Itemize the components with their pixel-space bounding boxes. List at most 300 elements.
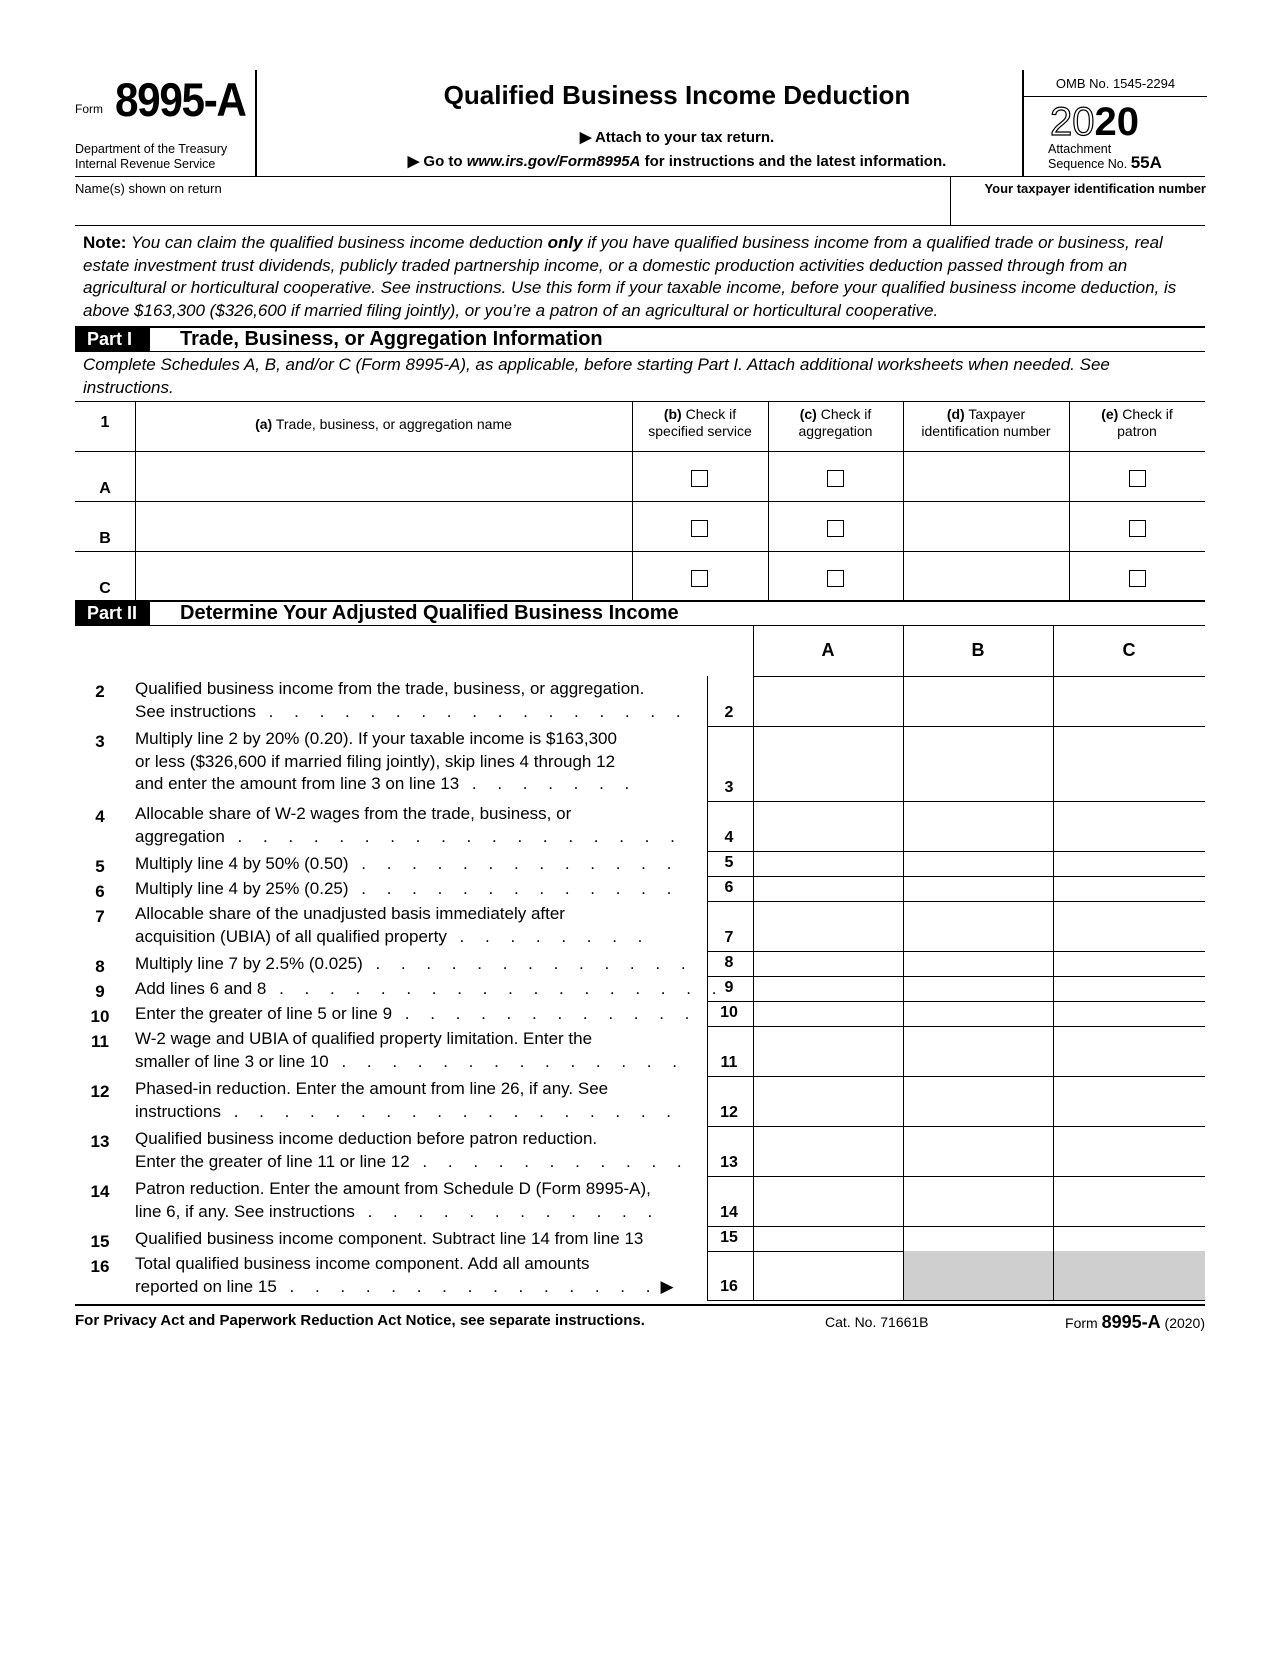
leader-dots: . . . . . . . . . . . . bbox=[392, 1004, 698, 1023]
footer-year: (2020) bbox=[1160, 1315, 1205, 1331]
taxpayer-id-input-c[interactable] bbox=[904, 553, 1069, 600]
attachment-label: Attachment bbox=[1048, 142, 1112, 156]
description-text: and enter the amount from line 3 on line 13 bbox=[135, 774, 460, 793]
description-text: smaller of line 3 or line 10 bbox=[135, 1051, 329, 1071]
box-divider bbox=[707, 951, 708, 976]
description-line bbox=[135, 728, 685, 751]
description-text: Qualified business income from the trade, business, or aggregation. bbox=[135, 679, 645, 698]
department-line2: Internal Revenue Service bbox=[75, 157, 216, 171]
description-text: Multiply line 2 by 20% (0.20). If your taxable income is $163,300 bbox=[135, 729, 617, 748]
description-line bbox=[135, 1151, 690, 1174]
line-4-column-b-input[interactable] bbox=[904, 802, 1053, 851]
col-c-label-2: aggregation bbox=[798, 423, 873, 439]
column-divider bbox=[1053, 726, 1054, 801]
goto-suffix: for instructions and the latest information. bbox=[640, 153, 947, 170]
column-divider bbox=[1053, 1226, 1054, 1251]
omb-number: OMB No. 1545-2294 bbox=[1024, 76, 1207, 97]
leader-dots: . . . . . . . . . . . bbox=[409, 1151, 690, 1171]
line-10-column-b-input[interactable] bbox=[904, 1002, 1053, 1026]
description-line bbox=[135, 926, 685, 949]
line-description bbox=[135, 1228, 685, 1251]
description-text: W-2 wage and UBIA of qualified property limitation. Enter the bbox=[135, 1029, 593, 1048]
part2-tag: Part II bbox=[75, 602, 150, 625]
column-divider bbox=[1053, 676, 1054, 726]
title-block bbox=[257, 70, 1097, 176]
note-only: only bbox=[547, 233, 583, 252]
footer-form-word: Form bbox=[1065, 1315, 1102, 1331]
column-divider bbox=[1053, 1251, 1054, 1300]
column-divider bbox=[1053, 1076, 1054, 1126]
form-word: Form bbox=[75, 102, 103, 116]
line-description bbox=[135, 1003, 698, 1026]
sequence-number: 55A bbox=[1130, 153, 1162, 172]
leader-dots: . . . . . . . bbox=[459, 774, 638, 793]
form-footer bbox=[75, 1304, 1205, 1336]
taxpayer-id-input-b[interactable] bbox=[904, 503, 1069, 551]
line-box-number: 2 bbox=[724, 704, 734, 721]
footer-form-number: 8995-A bbox=[1101, 1312, 1161, 1332]
column-divider bbox=[1053, 1026, 1054, 1076]
form-page bbox=[75, 70, 1205, 1336]
line-number: 4 bbox=[95, 807, 105, 826]
line-number: 13 bbox=[90, 1132, 110, 1151]
line-9-column-a-input[interactable] bbox=[754, 977, 903, 1001]
line-13-column-b-input[interactable] bbox=[904, 1127, 1053, 1176]
line-9-column-c-input[interactable] bbox=[1054, 977, 1205, 1001]
line-description bbox=[135, 1078, 685, 1123]
leader-dots: . . . . . . . . . . . . . . . . . . bbox=[266, 979, 725, 998]
form-title: Qualified Business Income Deduction bbox=[443, 80, 911, 110]
col-b-label-2: specified service bbox=[648, 423, 752, 439]
goto-instruction bbox=[257, 152, 1097, 170]
line-7-column-c-input[interactable] bbox=[1054, 902, 1205, 951]
description-text: reported on line 15 bbox=[135, 1276, 277, 1296]
column-divider bbox=[903, 851, 904, 876]
aggregation-checkbox-a[interactable] bbox=[827, 470, 844, 487]
row-label-c: C bbox=[99, 580, 111, 597]
line-11-column-c-input[interactable] bbox=[1054, 1027, 1205, 1076]
leader-dots: . . . . . . . . . . . . bbox=[354, 1201, 661, 1221]
line-3-column-a-input[interactable] bbox=[754, 727, 903, 801]
patron-checkbox-a[interactable] bbox=[1129, 470, 1146, 487]
part2-header bbox=[75, 601, 1205, 626]
form-header bbox=[75, 70, 1205, 176]
leader-dots: . . . . . . . . . . . . . bbox=[348, 879, 680, 898]
description-text: Patron reduction. Enter the amount from Schedule D (Form 8995-A), bbox=[135, 1179, 651, 1198]
specified-service-checkbox-c[interactable] bbox=[691, 570, 708, 587]
attachment-sequence bbox=[1048, 142, 1162, 171]
trade-name-input-c[interactable] bbox=[136, 553, 632, 600]
description-text: Allocable share of the unadjusted basis immediately after bbox=[135, 904, 565, 923]
line-box-number: 13 bbox=[720, 1154, 738, 1171]
column-divider bbox=[1053, 951, 1054, 976]
irs-link[interactable]: www.irs.gov/Form8995A bbox=[466, 153, 641, 170]
column-divider bbox=[1053, 976, 1054, 1001]
part1-title: Trade, Business, or Aggregation Information bbox=[180, 328, 603, 350]
omb-block bbox=[1022, 70, 1207, 176]
line-9-column-b-input[interactable] bbox=[904, 977, 1053, 1001]
description-text: Qualified business income deduction before patron reduction. bbox=[135, 1129, 598, 1148]
box-divider bbox=[707, 876, 708, 901]
line-number: 14 bbox=[90, 1182, 110, 1201]
line-description bbox=[135, 1128, 690, 1173]
line-number: 9 bbox=[95, 982, 105, 1001]
line-number: 15 bbox=[90, 1232, 110, 1251]
line-13-column-c-input[interactable] bbox=[1054, 1127, 1205, 1176]
patron-checkbox-b[interactable] bbox=[1129, 520, 1146, 537]
column-divider bbox=[1053, 851, 1054, 876]
description-text: Enter the greater of line 5 or line 9 bbox=[135, 1004, 393, 1023]
description-text: Total qualified business income component. Add all amounts bbox=[135, 1254, 590, 1273]
line-number: 10 bbox=[90, 1007, 110, 1026]
line-2-column-b-input[interactable] bbox=[904, 677, 1053, 726]
line-8-column-a-input[interactable] bbox=[754, 952, 903, 976]
line-box-number: 16 bbox=[720, 1278, 738, 1295]
line-15-column-c-input[interactable] bbox=[1054, 1227, 1205, 1251]
line-4-column-a-input[interactable] bbox=[754, 802, 903, 851]
line-7-column-b-input[interactable] bbox=[904, 902, 1053, 951]
aggregation-checkbox-b[interactable] bbox=[827, 520, 844, 537]
line-box-number: 11 bbox=[720, 1054, 738, 1071]
description-line bbox=[135, 953, 694, 976]
description-line bbox=[135, 678, 685, 701]
description-text: acquisition (UBIA) of all qualified property bbox=[135, 926, 447, 946]
line-description bbox=[135, 1028, 685, 1073]
patron-checkbox-c[interactable] bbox=[1129, 570, 1146, 587]
line-description bbox=[135, 803, 685, 848]
column-divider bbox=[903, 1076, 904, 1126]
description-text: Add lines 6 and 8 bbox=[135, 979, 267, 998]
row-rule bbox=[707, 1300, 1205, 1301]
column-divider bbox=[753, 1001, 754, 1026]
row-label-a: A bbox=[99, 480, 111, 497]
arrow-icon: ▶ bbox=[660, 1276, 674, 1296]
description-line bbox=[135, 1178, 685, 1201]
line-box-number: 5 bbox=[724, 854, 734, 871]
col-a-label: Trade, business, or aggregation name bbox=[272, 416, 512, 432]
note-text-b: if you have qualified business income from a qualified trade or business, real estate investment trust dividends, publicly traded partnership income, or a domestic production activities deduction passed through from an agricultural or horticultural cooperative. See instructions. Use this form if your taxable income, before your qualified business income deduction, is above $163,300 ($326,600 if married filing jointly), or you’re a patron of an agricultural or horticultural cooperative. bbox=[83, 233, 1177, 320]
tin-field[interactable] bbox=[950, 177, 1206, 225]
col-c-letter: (c) bbox=[799, 406, 817, 422]
column-divider bbox=[903, 801, 904, 851]
trade-name-input-a[interactable] bbox=[136, 453, 632, 501]
column-divider bbox=[753, 1076, 754, 1126]
leader-dots: . . . . . . . . . . . . . . . . . bbox=[255, 701, 689, 721]
description-text: Multiply line 7 by 2.5% (0.025) bbox=[135, 954, 363, 973]
leader-dots: . . . . . . . . . . . . . bbox=[348, 854, 680, 873]
column-divider bbox=[903, 876, 904, 901]
column-divider bbox=[753, 1026, 754, 1076]
specified-service-checkbox-a[interactable] bbox=[691, 470, 708, 487]
form-id-block bbox=[75, 70, 257, 176]
line-number: 7 bbox=[95, 907, 105, 926]
description-text: instructions bbox=[135, 1101, 221, 1121]
description-text: See instructions bbox=[135, 701, 256, 721]
column-divider bbox=[753, 851, 754, 876]
col-b-letter: (b) bbox=[663, 406, 682, 422]
column-divider bbox=[903, 1001, 904, 1026]
box-divider bbox=[707, 976, 708, 1001]
description-line bbox=[135, 803, 685, 826]
line-description bbox=[135, 678, 689, 723]
col-e-letter: (e) bbox=[1101, 406, 1119, 422]
leader-dots: . . . . . . . . . . . . . . . . . . bbox=[220, 1101, 680, 1121]
line-description bbox=[135, 1178, 685, 1223]
description-text: Multiply line 4 by 50% (0.50) bbox=[135, 854, 349, 873]
description-line bbox=[135, 878, 685, 901]
column-divider bbox=[753, 626, 754, 676]
line-description bbox=[135, 953, 694, 976]
description-line bbox=[135, 1101, 685, 1124]
column-divider bbox=[753, 1126, 754, 1176]
column-header-b: B bbox=[971, 640, 985, 660]
col-c-label-1: Check if bbox=[816, 406, 872, 422]
line-13-column-a-input[interactable] bbox=[754, 1127, 903, 1176]
description-line bbox=[135, 1228, 685, 1251]
note-label: Note: bbox=[83, 233, 127, 252]
column-divider bbox=[753, 1251, 754, 1300]
column-divider bbox=[903, 726, 904, 801]
description-line bbox=[135, 1201, 685, 1224]
line-box-number: 3 bbox=[724, 779, 734, 796]
column-divider bbox=[753, 976, 754, 1001]
col-c-header bbox=[768, 406, 903, 440]
col-d-label-2: identification number bbox=[921, 423, 1051, 439]
col-e-header bbox=[1069, 406, 1205, 440]
line-6-column-c-input[interactable] bbox=[1054, 877, 1205, 901]
form-number: 8995-A bbox=[115, 73, 246, 126]
attach-instruction: ▶ Attach to your tax return. bbox=[579, 129, 775, 146]
line-number: 16 bbox=[90, 1257, 110, 1276]
line-10-column-a-input[interactable] bbox=[754, 1002, 903, 1026]
line-number: 6 bbox=[95, 882, 105, 901]
column-divider bbox=[903, 1176, 904, 1226]
description-line bbox=[135, 1253, 685, 1276]
line-5-column-a-input[interactable] bbox=[754, 852, 903, 876]
description-line bbox=[135, 773, 685, 796]
column-divider bbox=[903, 676, 904, 726]
line-10-column-c-input[interactable] bbox=[1054, 1002, 1205, 1026]
description-line bbox=[135, 701, 689, 724]
line-15-column-b-input[interactable] bbox=[904, 1227, 1053, 1251]
box-divider bbox=[707, 676, 708, 726]
box-divider bbox=[707, 1026, 708, 1076]
line-description bbox=[135, 1253, 685, 1298]
description-line bbox=[135, 978, 725, 1001]
line-11-column-a-input[interactable] bbox=[754, 1027, 903, 1076]
line-12-column-c-input[interactable] bbox=[1054, 1077, 1205, 1126]
note-text-a: You can claim the qualified business income deduction bbox=[126, 233, 548, 252]
row-label-b: B bbox=[99, 530, 111, 547]
description-line bbox=[135, 1276, 685, 1299]
specified-service-checkbox-b[interactable] bbox=[691, 520, 708, 537]
line-number: 11 bbox=[91, 1032, 109, 1051]
box-divider bbox=[707, 1076, 708, 1126]
line-box-number: 9 bbox=[724, 979, 734, 996]
column-divider bbox=[753, 1176, 754, 1226]
line-box-number: 7 bbox=[724, 929, 734, 946]
leader-dots: . . . . . . . . . . . . . . . . . . bbox=[224, 826, 683, 846]
line-box-number: 8 bbox=[724, 954, 734, 971]
line-6-column-a-input[interactable] bbox=[754, 877, 903, 901]
column-divider bbox=[903, 626, 904, 676]
part2-title: Determine Your Adjusted Qualified Business Income bbox=[180, 602, 679, 624]
column-divider bbox=[753, 676, 754, 726]
line-14-column-a-input[interactable] bbox=[754, 1177, 903, 1226]
description-line bbox=[135, 853, 685, 876]
line-description bbox=[135, 853, 685, 876]
description-text: Multiply line 4 by 25% (0.25) bbox=[135, 879, 349, 898]
aggregation-checkbox-c[interactable] bbox=[827, 570, 844, 587]
line-2-column-a-input[interactable] bbox=[754, 677, 903, 726]
col-a-letter: (a) bbox=[255, 416, 273, 432]
box-divider bbox=[707, 1126, 708, 1176]
column-divider bbox=[753, 901, 754, 951]
description-text: or less ($326,600 if married filing jointly), skip lines 4 through 12 bbox=[135, 751, 616, 771]
line-4-column-c-input[interactable] bbox=[1054, 802, 1205, 851]
line-2-column-c-input[interactable] bbox=[1054, 677, 1205, 726]
column-divider bbox=[903, 1026, 904, 1076]
leader-dots: . . . . . . . . . . . . . bbox=[362, 954, 694, 973]
line-number: 2 bbox=[95, 682, 105, 701]
line-description bbox=[135, 878, 685, 901]
tin-label: Your taxpayer identification number bbox=[984, 181, 1206, 196]
line-8-column-b-input[interactable] bbox=[904, 952, 1053, 976]
line-15-column-a-input[interactable] bbox=[754, 1227, 903, 1251]
column-divider bbox=[753, 951, 754, 976]
line-5-column-c-input[interactable] bbox=[1054, 852, 1205, 876]
description-text: Allocable share of W-2 wages from the trade, business, or bbox=[135, 804, 572, 823]
description-text: aggregation bbox=[135, 826, 225, 846]
name-row bbox=[75, 176, 1205, 226]
column-divider bbox=[753, 876, 754, 901]
line-number: 8 bbox=[95, 957, 105, 976]
column-divider bbox=[903, 976, 904, 1001]
line-box-number: 6 bbox=[724, 879, 734, 896]
line-box-number: 14 bbox=[720, 1204, 738, 1221]
description-line bbox=[135, 1028, 685, 1051]
box-divider bbox=[707, 1226, 708, 1251]
line-box-number: 15 bbox=[720, 1229, 738, 1246]
col-b-label-1: Check if bbox=[681, 406, 737, 422]
column-header-c: C bbox=[1122, 640, 1136, 660]
line-number: 5 bbox=[95, 857, 105, 876]
column-divider bbox=[1053, 626, 1054, 676]
line-7-column-a-input[interactable] bbox=[754, 902, 903, 951]
description-text: Qualified business income component. Subtract line 14 from line 13 bbox=[135, 1229, 644, 1248]
line-16-column-a-input[interactable] bbox=[754, 1252, 903, 1300]
department-line1: Department of the Treasury bbox=[75, 142, 228, 156]
description-line bbox=[135, 826, 685, 849]
description-text: Enter the greater of line 11 or line 12 bbox=[135, 1151, 410, 1171]
column-divider bbox=[753, 1226, 754, 1251]
box-divider bbox=[707, 1251, 708, 1300]
privacy-notice: For Privacy Act and Paperwork Reduction Act Notice, see separate instructions. bbox=[75, 1312, 645, 1329]
column-divider bbox=[753, 801, 754, 851]
line-11-column-b-input[interactable] bbox=[904, 1027, 1053, 1076]
box-divider bbox=[707, 1176, 708, 1226]
sequence-label: Sequence No. bbox=[1048, 157, 1131, 171]
column-divider bbox=[903, 1126, 904, 1176]
line-14-column-c-input[interactable] bbox=[1054, 1177, 1205, 1226]
column-divider bbox=[903, 901, 904, 951]
column-divider bbox=[903, 1251, 904, 1300]
line-number: 3 bbox=[95, 732, 105, 751]
col-d-letter: (d) bbox=[946, 406, 965, 422]
catalog-number: Cat. No. 71661B bbox=[825, 1314, 929, 1330]
col-e-label-1: Check if bbox=[1118, 406, 1173, 422]
col-e-label-2: patron bbox=[1117, 423, 1157, 439]
tax-year-bold: 20 bbox=[1094, 100, 1139, 144]
line-5-column-b-input[interactable] bbox=[904, 852, 1053, 876]
description-line bbox=[135, 1078, 685, 1101]
tax-year-outline: 20 bbox=[1050, 100, 1095, 144]
column-divider bbox=[753, 726, 754, 801]
description-line bbox=[135, 1003, 698, 1026]
part1-header bbox=[75, 326, 1205, 352]
line-8-column-c-input[interactable] bbox=[1054, 952, 1205, 976]
description-line bbox=[135, 1128, 685, 1151]
department bbox=[75, 142, 227, 172]
box-divider bbox=[707, 851, 708, 876]
line-3-column-c-input[interactable] bbox=[1054, 727, 1205, 801]
column-header-a: A bbox=[821, 640, 835, 660]
box-divider bbox=[707, 726, 708, 801]
column-divider bbox=[903, 1226, 904, 1251]
part1-table bbox=[75, 401, 1205, 601]
part1-tag: Part I bbox=[75, 328, 150, 351]
leader-dots: . . . . . . . . bbox=[446, 926, 651, 946]
line-description bbox=[135, 903, 685, 948]
box-divider bbox=[707, 901, 708, 951]
line-12-column-b-input[interactable] bbox=[904, 1077, 1053, 1126]
line-box-number: 12 bbox=[720, 1104, 738, 1121]
box-divider bbox=[707, 801, 708, 851]
taxpayer-id-input-a[interactable] bbox=[904, 453, 1069, 501]
line-box-number: 4 bbox=[724, 829, 734, 846]
column-divider bbox=[1053, 901, 1054, 951]
note-paragraph bbox=[75, 226, 1205, 326]
line-6-column-b-input[interactable] bbox=[904, 877, 1053, 901]
col-d-label-1: Taxpayer bbox=[964, 406, 1026, 422]
line-description bbox=[135, 978, 725, 1001]
footer-form-id bbox=[1065, 1312, 1205, 1333]
column-divider bbox=[1053, 1176, 1054, 1226]
line-14-column-b-input[interactable] bbox=[904, 1177, 1053, 1226]
goto-prefix: ▶ Go to bbox=[407, 153, 467, 170]
leader-dots: . . . . . . . . . . . . . . bbox=[328, 1051, 685, 1071]
description-line bbox=[135, 751, 685, 774]
line-12-column-a-input[interactable] bbox=[754, 1077, 903, 1126]
line-number: 12 bbox=[90, 1082, 110, 1101]
col-d-header bbox=[903, 406, 1069, 440]
description-text: Phased-in reduction. Enter the amount from line 26, if any. See bbox=[135, 1079, 609, 1098]
column-divider bbox=[1053, 1126, 1054, 1176]
column-divider bbox=[1053, 876, 1054, 901]
line-3-column-b-input[interactable] bbox=[904, 727, 1053, 801]
box-divider bbox=[707, 1001, 708, 1026]
column-divider bbox=[903, 951, 904, 976]
description-text: line 6, if any. See instructions bbox=[135, 1201, 355, 1221]
trade-name-input-b[interactable] bbox=[136, 503, 632, 551]
part2-table bbox=[75, 626, 1205, 1304]
line-description bbox=[135, 728, 685, 796]
leader-dots: . . . . . . . . . . . . . . . bbox=[276, 1276, 659, 1296]
description-line bbox=[135, 1051, 685, 1074]
col-b-header bbox=[632, 406, 768, 440]
shaded-cell bbox=[903, 1251, 1205, 1300]
column-divider bbox=[1053, 801, 1054, 851]
